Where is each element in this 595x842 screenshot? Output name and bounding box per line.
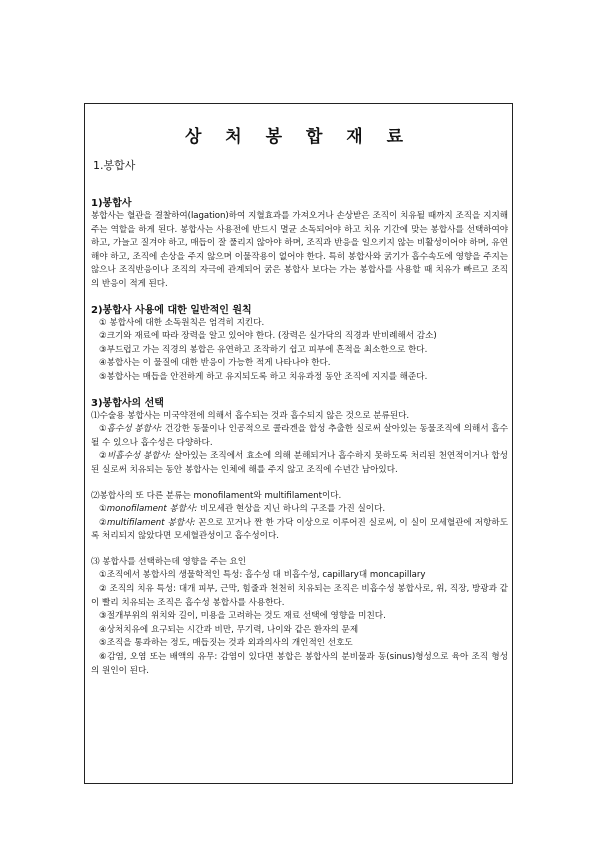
absorbable-label: ①흡수성 봉합사:: [99, 424, 163, 435]
document-body: [91, 197, 508, 678]
factor-item: ④상처치유에 요구되는 시간과 비만, 무기력, 나이와 같은 환자의 문제: [99, 624, 359, 635]
nonabsorbable-text: 살아있는 조직에서 효소에 의해 분해되거나 흡수하지 못하도록 처리된 천연적이거나 합성된 실로써 치유되는 동안 봉합사는 인체에 해를 주지 않고 조직에 수년간 남아있다.: [91, 451, 508, 475]
principle-item: ②크기와 재료에 따라 장력을 알고 있어야 한다. (장력은 실가닥의 직경과 반비례해서 감소): [99, 331, 437, 342]
factor-item: ③절개부위의 위치와 길이, 미용을 고려하는 것도 재료 선택에 영향을 미친다.: [99, 611, 386, 622]
principle-item: ① 봉합사에 대한 소독원칙은 엄격히 지킨다.: [99, 317, 265, 328]
filament-intro: ⑵봉합사의 또 다른 분류는 monofilament와 multifilament이다.: [91, 490, 342, 501]
absorbable-text: 건강한 동물이나 인공적으로 콜라겐을 합성 추출한 실로써 살아있는 동물조직에 의해서 흡수될 수 있으나 흡수성은 다양하다.: [91, 424, 508, 448]
multifilament-text: 꼰으로 꼬거나 짠 한 가닥 이상으로 이루어진 실로써, 이 실이 모세혈관에 저항하도록 처리되지 않았다면 모세혈관성이고 흡수성이다.: [91, 517, 508, 542]
subheading-suture-selection: 3)봉합사의 선택: [91, 397, 164, 409]
document-title: 상 처 봉 합 재 료: [184, 127, 413, 147]
multifilament-item: [91, 517, 508, 544]
sutures-paragraph: 봉합사는 혈관을 결찰하여(lagation)하여 지혈효과를 가져오거나 손상받은 조직이 치유될 때까지 조직을 지지해 주는 역할을 하게 된다. 봉합사는 사용전에 반드시 멸균 소독되어야 하고 치유 기간에 맞는 봉합사를 선택하여야 하고, 가늘고 질겨야 하고, 매듭이 잘 풀리지 않아야 하며, 조직과 반응을 일으키지 않는 비활성이어야 하며, 유연해야 하고, 조직에 손상을 주지 않으며 이물작용이 없어야 한다. 특히 봉합사와 굵기가 흡수속도에 영향을 주지는 않으나 조직반응이나 조직의 자극에 관계되어 굵은 봉합사 보다는 가는 봉합사를 사용할 때 치유가 빠르고 조직의 반응이 적게 된다.: [91, 211, 508, 289]
absorbable-suture-item: [91, 423, 508, 450]
nonabsorbable-suture-item: [91, 450, 508, 477]
subheading-sutures: 1)봉합사: [91, 198, 132, 209]
classification-intro: ⑴수술용 봉합사는 미국약전에 의해서 흡수되는 것과 흡수되지 않은 것으로 분류된다.: [91, 410, 410, 421]
factor-item: ⑤조직을 통과하는 정도, 매듭짓는 것과 외과의사의 개인적인 선호도: [99, 638, 353, 649]
monofilament-text: 비모세관 현상을 지닌 하나의 구조를 가진 실이다.: [197, 504, 386, 515]
monofilament-label: ①monofilament 봉합사:: [99, 504, 198, 515]
section-heading: 1.봉합사: [93, 159, 136, 172]
principle-item: ④봉합사는 이 물질에 대한 반응이 가능한 적게 나타나야 한다.: [99, 358, 331, 369]
factor-item: ② 조직의 치유 특성: 대개 피부, 근막, 힘줄과 천천히 치유되는 조직은 비흡수성 봉합사로, 위, 직장, 방광과 같이 빨리 치유되는 조직은 흡수성 봉합사를 사용한다.: [91, 584, 508, 608]
subheading-general-principles: 2)봉합사 사용에 대한 일반적인 원칙: [91, 304, 252, 316]
principle-item: ③부드럽고 가는 직경의 봉합은 유연하고 조작하기 쉽고 피부에 흔적을 최소한으로 한다.: [99, 344, 428, 355]
multifilament-label: ②multifilament 봉합사:: [99, 517, 196, 528]
nonabsorbable-label: ②비흡수성 봉합사:: [99, 451, 171, 462]
monofilament-item: [91, 503, 508, 517]
factor-item: ⑥감염, 오염 또는 배액의 유무: 감염이 있다면 봉합은 봉합사의 분비물과 동(sinus)형성으로 육아 조직 형성의 원인이 된다.: [91, 652, 509, 676]
factor-item: ①조직에서 봉합사의 생물학적인 특성: 흡수성 대 비흡수성, capillary대 moncapillary: [99, 570, 426, 581]
principle-item: ⑤봉합사는 매듭을 안전하게 하고 유지되도록 하고 치유과정 동안 조직에 지지를 해준다.: [99, 371, 428, 382]
selection-factors-intro: ⑶ 봉합사를 선택하는데 영향을 주는 요인: [91, 556, 247, 567]
document-frame: [84, 103, 513, 784]
